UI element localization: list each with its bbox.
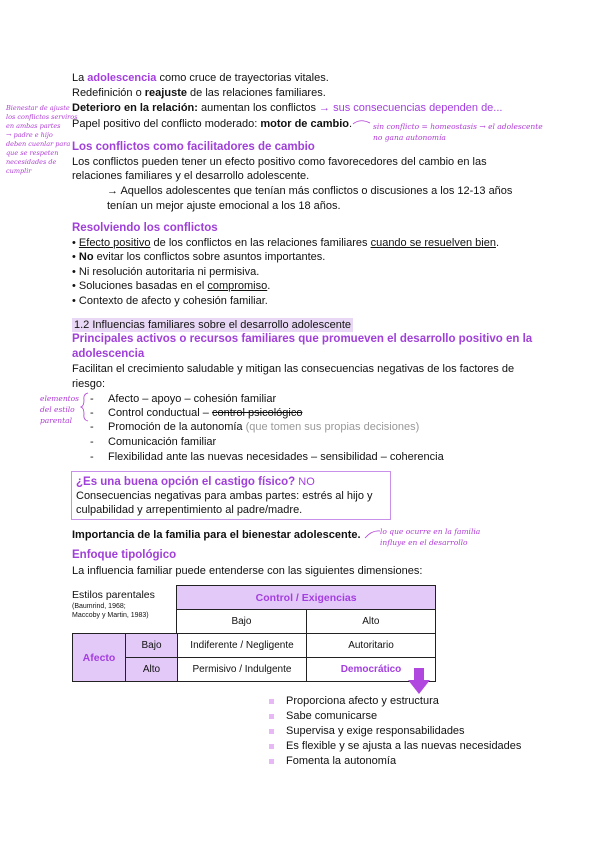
note-line: elementos [40,394,80,403]
text: Flexibilidad ante las nuevas necesidades – sensibilidad – coherencia [108,451,444,463]
text: • Soluciones basadas en el [72,280,208,292]
dash: - [90,436,94,448]
trait-text: Es flexible y se ajusta a las nuevas necesidades [286,740,522,752]
section-heading-2: adolescencia [72,348,145,360]
note-line: no gana autonomía [373,133,446,142]
asset-item-1 [90,392,276,406]
question: ¿Es una buena opción el castigo físico? [76,476,296,488]
trait-text: Proporciona afecto y estructura [286,695,439,707]
note-line: → padre e hijo [6,131,53,139]
col-alto: Alto [306,610,435,634]
text: compromiso [207,280,268,292]
punishment-l2: culpabilidad y arrepentimiento al padre/madre. [76,504,303,516]
bullet: • [72,251,79,263]
text: . [348,118,353,130]
resolving-b1 [72,236,499,250]
deterioro-term: Deterioro en la relación: [72,102,198,114]
conflicts-p2: relaciones familiares y el desarrollo adolescente. [72,170,310,182]
note-line: necesidades de [6,158,57,166]
text: de los conflictos en las relaciones familiares [150,237,371,249]
row-bajo: Bajo [126,634,178,658]
democratic-trait-item [269,754,396,768]
dash: - [90,407,94,419]
row-alto: Alto [126,658,178,682]
corner-cell [72,586,177,634]
text: Comunicación familiar [108,436,217,448]
text: Control conductual – [108,407,212,419]
text: evitar los conflictos sobre asuntos importantes. [93,251,326,263]
consequences-note: → sus consecuencias dependen de... [319,102,503,114]
section-p2: riesgo: [72,378,106,390]
cell-democratico: Democrático [307,658,436,682]
resolving-heading: Resolviendo los conflictos [72,222,218,234]
bullet-square [269,699,274,704]
answer: NO [295,476,315,488]
intro-line-4 [72,117,352,131]
down-arrow-icon [408,668,430,694]
trait-text: Sabe comunicarse [286,710,378,722]
intro-line-1 [72,71,329,85]
text: No [78,251,94,263]
asset-item-3 [90,420,419,434]
text: de las relaciones familiares. [186,87,326,99]
resolving-b4 [72,279,270,293]
dash: - [90,421,94,433]
text: Papel positivo del conflicto moderado: [72,118,261,130]
note-line: influye en el desarrollo [380,538,468,547]
control-header: Control / Exigencias [177,586,436,610]
afecto-header: Afecto [73,634,126,682]
typology-heading: Enfoque tipológico [72,549,177,561]
text: Promoción de la autonomía [108,421,246,433]
bullet-square [269,759,274,764]
conflicts-p1: Los conflictos pueden tener un efecto positivo como favorecedores del cambio en las [72,156,487,168]
note-line: del estilo [40,405,75,414]
section-p1: Facilitan el crecimiento saludable y mitigan las consecuencias negativas de los factores de [72,363,515,375]
democratic-trait-item [269,724,465,738]
typology-text: La influencia familiar puede entenderse con las siguientes dimensiones: [72,565,423,577]
note-right-1 [373,121,543,143]
resolving-b5: • Contexto de afecto y cohesión familiar. [72,295,268,307]
democratic-trait-item [269,694,439,708]
asset-item-2 [90,406,302,420]
note-right-2 [380,526,480,548]
text: Afecto – apoyo – cohesión familiar [108,393,277,405]
dash: - [90,451,94,463]
corner-title: Estilos parentales [72,588,155,601]
bullet: • [72,237,79,249]
note-left-1 [6,104,78,176]
reajuste-term: reajuste [144,87,187,99]
note-line: los conflictos serviros [6,113,78,121]
cell-autoritario: Autoritario [307,634,436,658]
trait-text: Supervisa y exige responsabilidades [286,725,465,737]
cell-negligente: Indiferente / Negligente [178,634,307,658]
punishment-l1: Consecuencias negativas para ambas partes: estrés al hijo y [76,490,373,502]
conflicts-p3: → Aquellos adolescentes que tenían más conflictos o discusiones a los 12-13 años [107,185,513,197]
intro-line-2 [72,86,326,100]
note-line: lo que ocurre en la familia [380,527,481,536]
punishment-question [76,475,315,489]
democratic-trait-item [269,739,521,753]
note-line: en ambas partes [6,122,61,130]
trait-text: Fomenta la autonomía [286,755,397,767]
note-line: parental [40,416,73,425]
corner-ref-2: Maccoby y Martin, 1983) [72,611,149,619]
democratic-trait-item [269,709,377,723]
importance-line: Importancia de la familia para el bienestar adolescente. [72,529,361,541]
resolving-b3: • Ni resolución autoritaria ni permisiva. [72,266,260,278]
adolescencia-term: adolescencia [87,72,157,84]
brace-icon [80,392,90,422]
dash: - [90,393,94,405]
gray-note: (que tomen sus propias decisiones) [245,421,420,433]
parenting-styles-body [72,633,436,682]
asset-item-5 [90,450,444,464]
intro-line-3 [72,101,502,115]
note-line: sin conflicto = homeostasis → el adolescente [373,122,543,131]
asset-item-4 [90,435,216,449]
col-bajo: Bajo [177,610,306,634]
note-line: cumplir [6,167,32,175]
section-heading-1: Principales activos o recursos familiares que promueven el desarrollo positivo en la [72,333,533,345]
note-line: deben cuenlar para [6,140,71,148]
bullet-square [269,714,274,719]
conflicts-p4: tenían un mejor ajuste emocional a los 18 años. [107,200,341,212]
arrow-mark-icon [352,118,372,130]
text: La [72,72,88,84]
text: Efecto positivo [78,237,151,249]
arrow-mark-icon-2 [364,528,382,542]
parenting-styles-table [72,585,436,634]
text: aumentan los conflictos [197,102,320,114]
note-left-2 [40,393,79,426]
section-title: 1.2 Influencias familiares sobre el desarrollo adolescente [74,319,351,331]
corner-ref-1: (Baumrind, 1968; [72,602,126,610]
bullet-square [269,744,274,749]
resolving-b2 [72,250,325,264]
conflicts-heading: Los conflictos como facilitadores de cambio [72,141,315,153]
text: . [267,280,271,292]
text: como cruce de trayectorias vitales. [156,72,329,84]
text: cuando se resuelven bien [370,237,496,249]
bullet-square [269,729,274,734]
text: . [495,237,500,249]
motor-term: motor de cambio [260,118,349,130]
note-line: que se respeten [6,149,59,157]
text: Redefinición o [72,87,145,99]
cell-permisivo: Permisivo / Indulgente [178,658,307,682]
struck-text: control psicológico [211,407,303,419]
note-line: Bienestar de ajuste [6,104,70,112]
